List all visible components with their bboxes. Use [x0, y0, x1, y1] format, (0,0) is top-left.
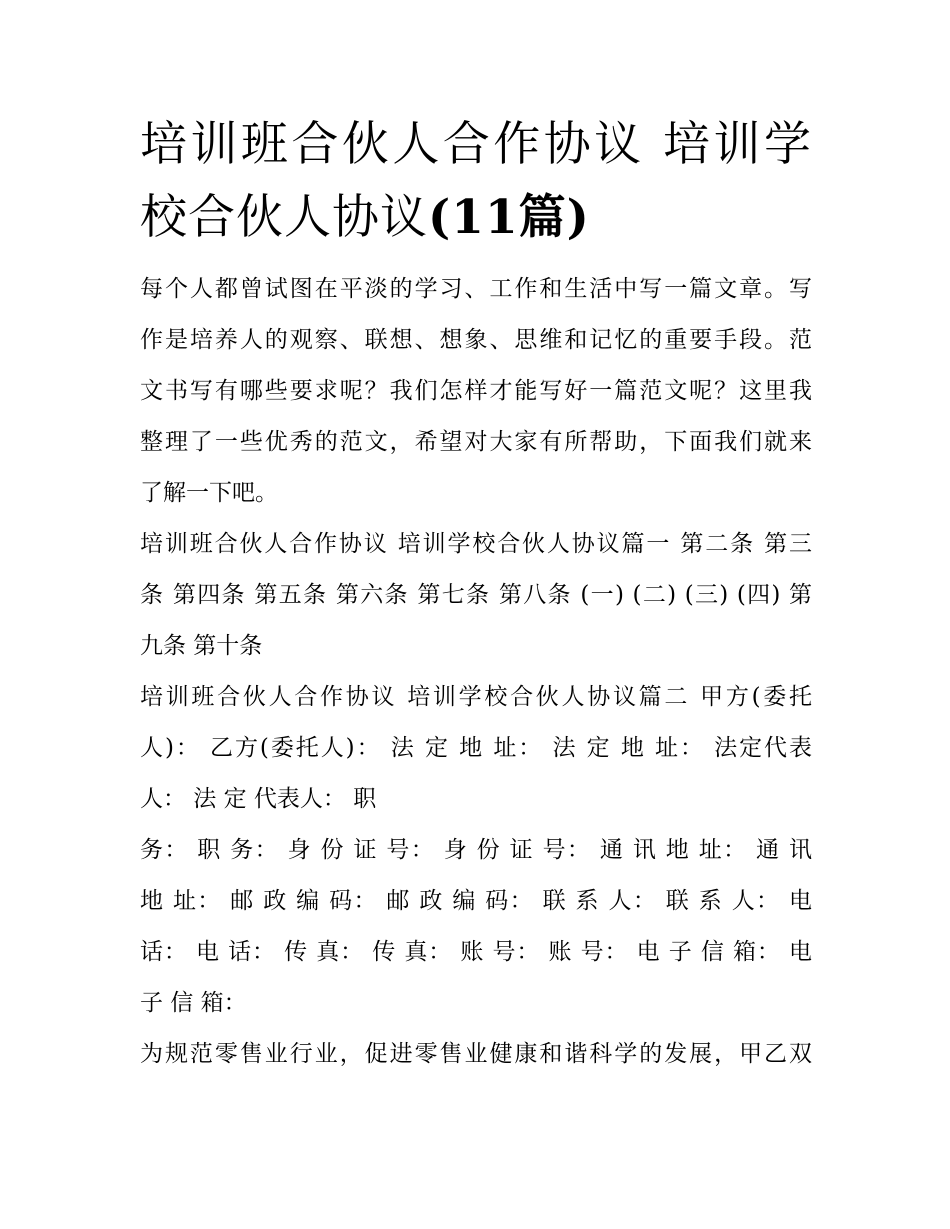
text-line: 条 第四条 第五条 第六条 第七条 第八条 (一) (二) (三) (四) 第	[140, 582, 812, 608]
section-two-paragraph	[140, 672, 812, 825]
text-line: 作是培养人的观察、联想、想象、思维和记忆的重要手段。范	[140, 327, 812, 353]
text-line: 务： 职 务： 身 份 证 号： 身 份 证 号： 通 讯 地 址： 通 讯	[140, 837, 812, 863]
text-line: 为规范零售业行业，促进零售业健康和谐科学的发展，甲乙双	[140, 1041, 812, 1067]
text-line: 人)： 乙方(委托人)： 法 定 地 址： 法 定 地 址： 法定代表	[140, 735, 812, 761]
text-line: 人： 法 定 代表人： 职	[140, 786, 377, 812]
section-three-paragraph	[140, 825, 812, 1029]
section-four-paragraph	[140, 1029, 812, 1080]
document-page	[140, 108, 812, 1080]
text-line: 整理了一些优秀的范文，希望对大家有所帮助，下面我们就来	[140, 429, 812, 455]
text-line: 九条 第十条	[140, 633, 263, 659]
text-line: 了解一下吧。	[140, 480, 278, 506]
text-line: 话： 电 话： 传 真： 传 真： 账 号： 账 号： 电 子 信 箱： 电	[140, 939, 812, 965]
title-line: 培训班合伙人合作协议 培训学	[140, 117, 812, 172]
text-line: 培训班合伙人合作协议 培训学校合伙人协议篇二 甲方(委托	[140, 684, 812, 710]
section-one-paragraph	[140, 519, 812, 672]
title-line-text: 校合伙人协议	[140, 190, 428, 245]
text-line: 每个人都曾试图在平淡的学习、工作和生活中写一篇文章。写	[140, 276, 812, 302]
text-line: 地 址： 邮 政 编 码： 邮 政 编 码： 联 系 人： 联 系 人： 电	[140, 888, 812, 914]
text-line: 培训班合伙人合作协议 培训学校合伙人协议篇一 第二条 第三	[140, 531, 812, 557]
intro-paragraph	[140, 264, 812, 519]
document-title	[140, 108, 812, 254]
title-line	[140, 181, 812, 254]
text-line: 子 信 箱：	[140, 990, 247, 1016]
text-line: 文书写有哪些要求呢？我们怎样才能写好一篇范文呢？这里我	[140, 378, 812, 404]
title-count: (11篇)	[428, 190, 590, 245]
